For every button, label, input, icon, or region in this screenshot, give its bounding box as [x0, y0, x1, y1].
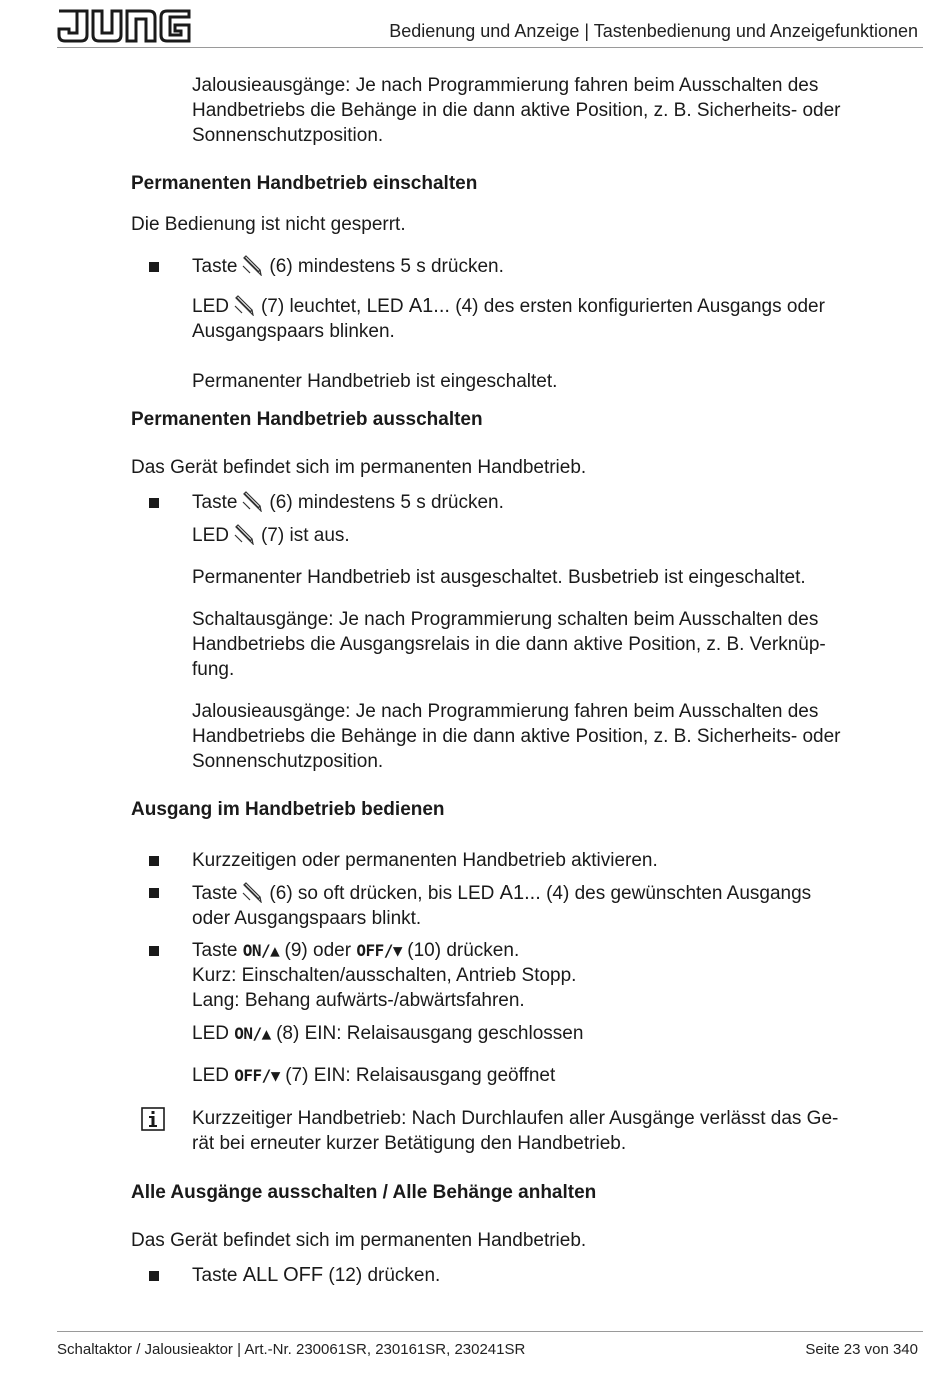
a1-label: A1... — [408, 295, 450, 317]
intro-paragraph: Jalousieausgänge: Je nach Programmierung fahren beim Ausschalten des Handbetriebs die Behänge in die dann aktive Position, z. B. Sicherheits- oder Sonnenschutzposition. — [192, 75, 841, 146]
precondition-perm-off: Das Gerät befindet sich im permanenten Handbetrieb. — [131, 457, 587, 478]
off-down-key-label: OFF/▼ — [356, 941, 402, 960]
bullet-marker — [149, 946, 159, 956]
on-up-key-label: ON/▲ — [234, 1024, 271, 1043]
header-divider — [57, 47, 923, 48]
led-perm-on: LED (7) leuchtet, LED A1... (4) des ersten konfigurierten Ausgangs oder Ausgangspaars blinken. — [192, 295, 825, 342]
hand-pen-icon — [241, 490, 263, 512]
jung-logo — [57, 9, 192, 43]
precondition-perm-on: Die Bedienung ist nicht gesperrt. — [131, 214, 406, 235]
page-number: Seite 23 von 340 — [805, 1341, 918, 1358]
step-all-off-1: Taste ALL OFF (12) drücken. — [192, 1264, 441, 1286]
hand-pen-icon — [241, 881, 263, 903]
result-perm-on: Permanenter Handbetrieb ist eingeschaltet. — [192, 371, 558, 392]
result-perm-off: Permanenter Handbetrieb ist ausgeschaltet. Busbetrieb ist eingeschaltet. — [192, 567, 806, 588]
switch-outputs-note: Schaltausgänge: Je nach Programmierung schalten beim Ausschalten des Handbetriebs die Ausgangsrelais in die dann aktive Position, z. B. Verknüp- fung. — [192, 609, 826, 680]
blind-outputs-note: Jalousieausgänge: Je nach Programmierung fahren beim Ausschalten des Handbetriebs die Behänge in die dann aktive Position, z. B. Sicherheits- oder Sonnenschutzposition. — [192, 701, 841, 772]
bullet-marker — [149, 856, 159, 866]
heading-perm-on: Permanenten Handbetrieb einschalten — [131, 173, 478, 194]
bullet-marker — [149, 888, 159, 898]
a1-label: A1... — [499, 882, 541, 904]
hand-pen-icon — [233, 294, 255, 316]
step-operate-3: Taste ON/▲ (9) oder OFF/▼ (10) drücken. Kurz: Einschalten/ausschalten, Antrieb Stopp. Lang: Behang aufwärts-/abwärtsfahren. — [192, 940, 577, 1011]
led-off-description: LED OFF/▼ (7) EIN: Relaisausgang geöffnet — [192, 1065, 556, 1086]
step-perm-on-1: Taste (6) mindestens 5 s drücken. — [192, 256, 504, 277]
info-note: Kurzzeitiger Handbetrieb: Nach Durchlaufen aller Ausgänge verlässt das Ge- rät bei erneuter kurzer Betätigung den Handbetrieb. — [192, 1108, 839, 1154]
all-off-key-label: ALL OFF — [242, 1264, 324, 1286]
bullet-marker — [149, 498, 159, 508]
precondition-all-off: Das Gerät befindet sich im permanenten Handbetrieb. — [131, 1230, 587, 1251]
heading-perm-off: Permanenten Handbetrieb ausschalten — [131, 409, 483, 430]
header-title: Bedienung und Anzeige | Tastenbedienung und Anzeigefunktionen — [389, 21, 918, 41]
off-down-key-label: OFF/▼ — [234, 1066, 280, 1085]
led-on-description: LED ON/▲ (8) EIN: Relaisausgang geschlossen — [192, 1023, 584, 1044]
footer-divider — [57, 1331, 923, 1332]
bullet-marker — [149, 1271, 159, 1281]
info-icon — [141, 1107, 165, 1131]
bullet-marker — [149, 262, 159, 272]
step-operate-2: Taste (6) so oft drücken, bis LED A1... (4) des gewünschten Ausgangs oder Ausgangspaars blinkt. — [192, 882, 812, 929]
hand-pen-icon — [233, 523, 255, 545]
step-perm-off-1: Taste (6) mindestens 5 s drücken. — [192, 492, 504, 513]
heading-all-off: Alle Ausgänge ausschalten / Alle Behänge anhalten — [131, 1182, 597, 1203]
led-perm-off: LED (7) ist aus. — [192, 525, 350, 546]
footer-product-info: Schaltaktor / Jalousieaktor | Art.-Nr. 230061SR, 230161SR, 230241SR — [57, 1341, 526, 1358]
step-operate-1: Kurzzeitigen oder permanenten Handbetrieb aktivieren. — [192, 850, 658, 871]
on-up-key-label: ON/▲ — [242, 941, 280, 960]
hand-pen-icon — [241, 254, 263, 276]
heading-operate: Ausgang im Handbetrieb bedienen — [131, 799, 445, 820]
